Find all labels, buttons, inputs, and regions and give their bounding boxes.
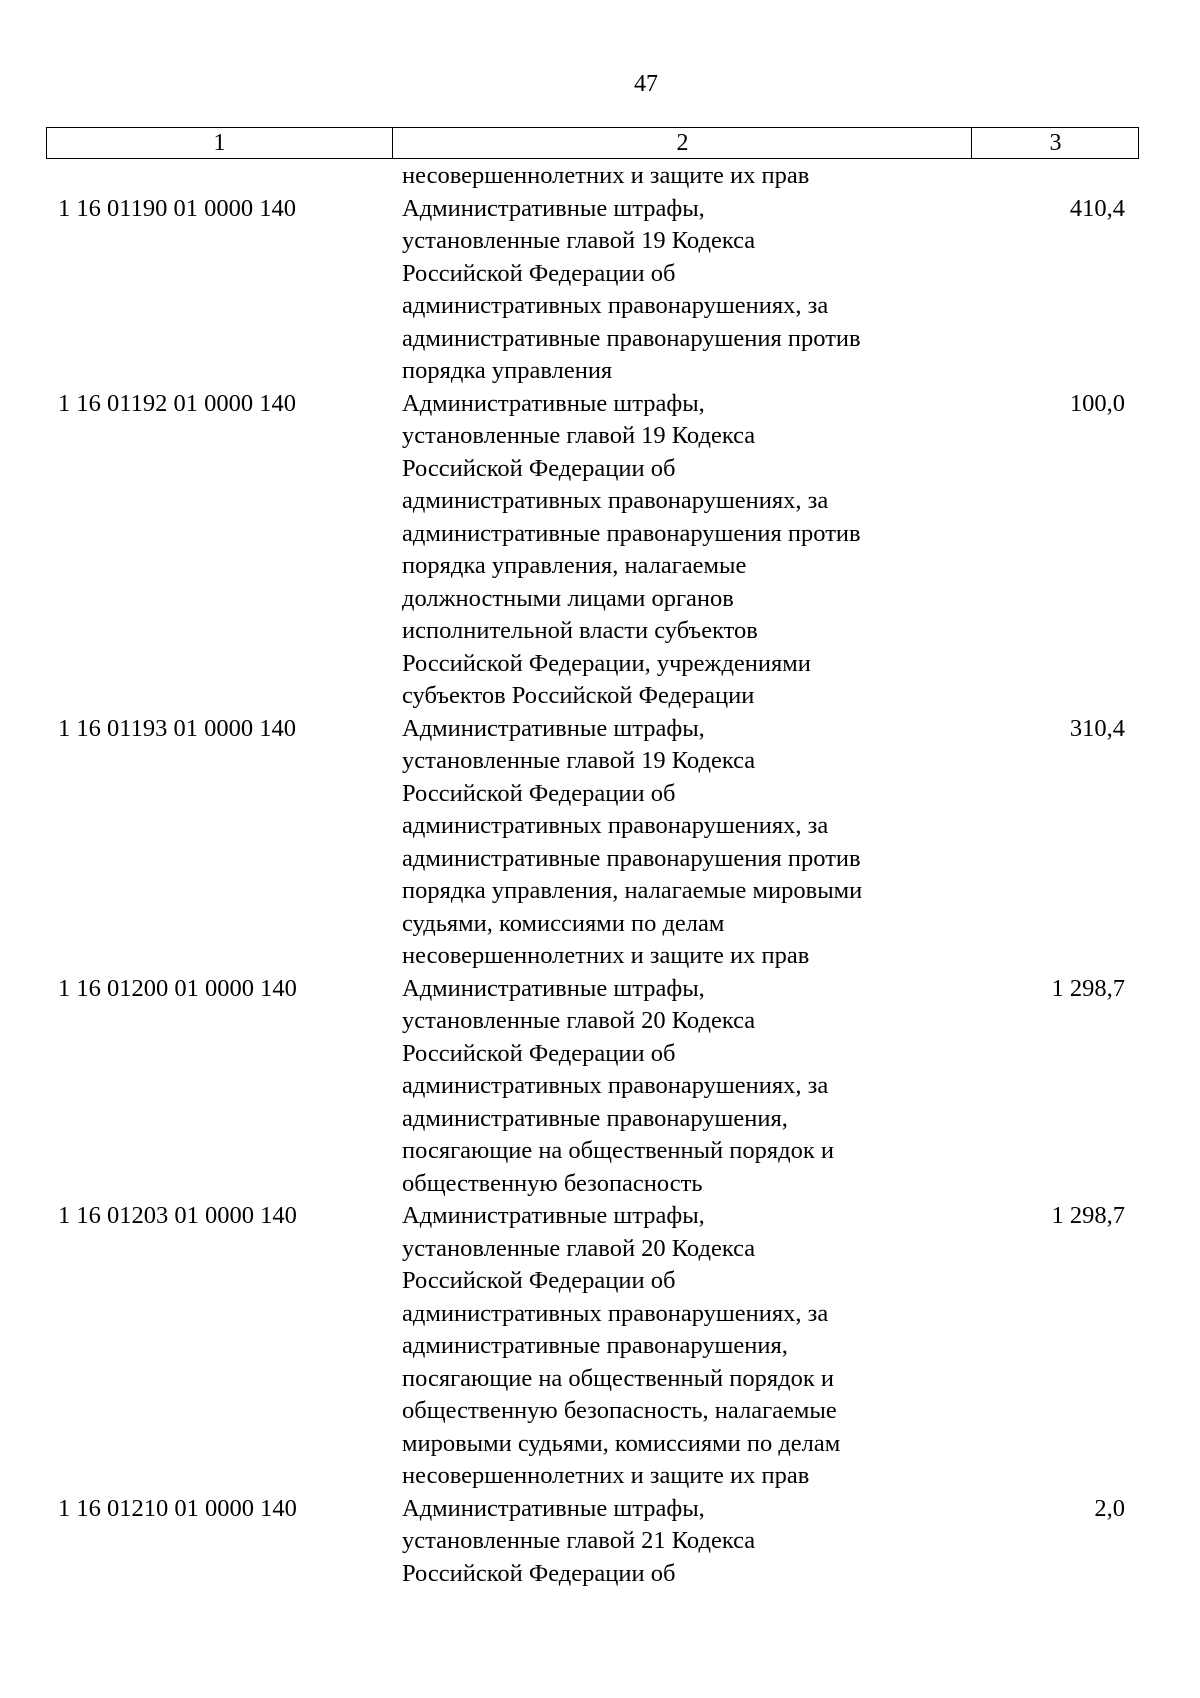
budget-code: 1 16 01200 01 0000 140	[58, 974, 297, 1002]
description-line: Административные штрафы,	[402, 1202, 705, 1229]
column-header-1: 1	[213, 130, 226, 156]
continuation-line: несовершеннолетних и защите их прав	[402, 162, 810, 189]
description-line: Административные штрафы,	[402, 714, 705, 742]
description-line: Административные штрафы,	[402, 194, 705, 222]
description-line: административных правонарушениях, за	[402, 487, 829, 514]
description-line: мировыми судьями, комиссиями по делам	[402, 1429, 841, 1457]
income-description	[391, 1200, 971, 1493]
table-row	[46, 1493, 1139, 1591]
description-line: установленные главой 19 Кодекса	[402, 422, 756, 449]
description-line: Российской Федерации об	[402, 1267, 676, 1294]
income-description	[391, 973, 971, 1201]
description-line: субъектов Российской Федерации	[402, 682, 755, 709]
table-row	[46, 973, 1139, 1201]
budget-code: 1 16 01192 01 0000 140	[58, 389, 296, 417]
page-number: 47	[634, 71, 658, 97]
description-line: установленные главой 20 Кодекса	[402, 1234, 756, 1262]
budget-code: 1 16 01210 01 0000 140	[58, 1494, 297, 1522]
amount-value: 1 298,7	[1051, 1202, 1125, 1229]
description-line: Российской Федерации об	[402, 259, 676, 287]
table-row	[46, 193, 1139, 388]
description-line: установленные главой 19 Кодекса	[402, 747, 756, 774]
description-line: Российской Федерации об	[402, 779, 676, 807]
income-description	[391, 388, 971, 713]
description-line: установленные главой 19 Кодекса	[402, 227, 756, 254]
table-row	[46, 388, 1139, 713]
amount-value: 2,0	[1094, 1494, 1125, 1522]
description-line: административных правонарушениях, за	[402, 812, 829, 839]
amount-value: 310,4	[1069, 714, 1125, 742]
description-line: административных правонарушениях, за	[402, 292, 829, 319]
description-line: административные правонарушения,	[402, 1104, 788, 1132]
description-line: административных правонарушениях, за	[402, 1299, 829, 1327]
budget-code: 1 16 01203 01 0000 140	[58, 1202, 297, 1229]
amount-value: 100,0	[1069, 389, 1125, 417]
description-line: Российской Федерации об	[402, 1559, 676, 1587]
description-line: несовершеннолетних и защите их прав	[402, 1462, 810, 1489]
description-line: судьями, комиссиями по делам	[402, 909, 725, 937]
description-line: Российской Федерации об	[402, 454, 676, 482]
description-line: административные правонарушения против	[402, 844, 861, 872]
description-line: Административные штрафы,	[402, 389, 705, 417]
income-description	[391, 1493, 971, 1591]
description-line: Административные штрафы,	[402, 974, 705, 1002]
description-line: общественную безопасность, налагаемые	[402, 1397, 837, 1424]
description-line: порядка управления	[402, 357, 613, 384]
budget-code: 1 16 01193 01 0000 140	[58, 714, 296, 742]
amount-value: 410,4	[1069, 194, 1125, 222]
amount-value: 1 298,7	[1051, 974, 1125, 1002]
description-line: Российской Федерации, учреждениями	[402, 649, 811, 677]
description-line: административные правонарушения против	[402, 519, 861, 547]
description-line: должностными лицами органов	[402, 584, 734, 612]
description-line: исполнительной власти субъектов	[402, 617, 758, 644]
description-line: порядка управления, налагаемые мировыми	[402, 877, 863, 904]
description-line: порядка управления, налагаемые	[402, 552, 747, 579]
table-row	[46, 713, 1139, 973]
description-line: административные правонарушения,	[402, 1332, 788, 1359]
description-line: Административные штрафы,	[402, 1494, 705, 1522]
description-line: посягающие на общественный порядок и	[402, 1364, 835, 1392]
table-body	[46, 160, 1139, 1590]
description-line: административные правонарушения против	[402, 324, 861, 352]
budget-code: 1 16 01190 01 0000 140	[58, 194, 296, 222]
description-line: несовершеннолетних и защите их прав	[402, 942, 810, 969]
description-line: Российской Федерации об	[402, 1039, 676, 1067]
description-line: установленные главой 20 Кодекса	[402, 1007, 756, 1034]
table-header	[46, 127, 1139, 159]
description-line: общественную безопасность	[402, 1169, 703, 1197]
description-line: административных правонарушениях, за	[402, 1072, 829, 1099]
income-description	[391, 193, 971, 388]
column-header-2: 2	[392, 128, 972, 158]
income-description	[391, 713, 971, 973]
rows-container	[46, 193, 1139, 1591]
table-row	[46, 1200, 1139, 1493]
description-line: посягающие на общественный порядок и	[402, 1137, 835, 1164]
description-line: установленные главой 21 Кодекса	[402, 1527, 756, 1554]
column-header-3: 3	[971, 128, 1139, 158]
